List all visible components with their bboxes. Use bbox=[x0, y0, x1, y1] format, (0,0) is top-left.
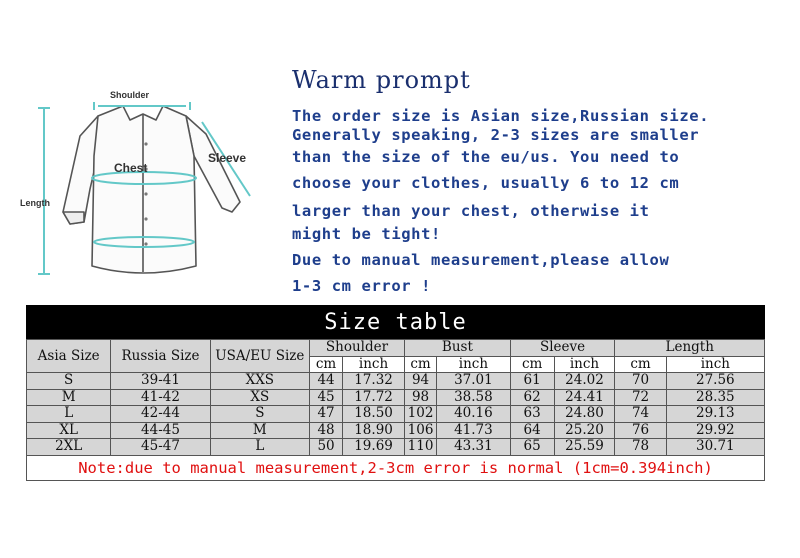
shoulder-label: Shoulder bbox=[110, 90, 150, 100]
cell-sleeve-cm: 62 bbox=[510, 389, 554, 406]
unit-inch: inch bbox=[554, 356, 615, 373]
cell-bust-inch: 43.31 bbox=[437, 439, 511, 456]
cell-length-inch: 29.92 bbox=[666, 422, 764, 439]
prompt-line: The order size is Asian size,Russian size. bbox=[292, 107, 710, 125]
cell-usa-eu-size: XXS bbox=[210, 373, 309, 390]
header-length: Length bbox=[615, 340, 765, 357]
cell-length-cm: 72 bbox=[615, 389, 666, 406]
size-grid bbox=[26, 339, 765, 456]
cell-shoulder-cm: 47 bbox=[309, 406, 342, 423]
cell-sleeve-inch: 24.80 bbox=[554, 406, 615, 423]
cell-bust-cm: 106 bbox=[405, 422, 437, 439]
cell-bust-inch: 38.58 bbox=[437, 389, 511, 406]
cell-length-cm: 76 bbox=[615, 422, 666, 439]
cell-russia-size: 41-42 bbox=[111, 389, 210, 406]
cell-bust-cm: 94 bbox=[405, 373, 437, 390]
header-russia-size: Russia Size bbox=[111, 340, 210, 373]
prompt-line: Generally speaking, 2-3 sizes are smaller bbox=[292, 126, 700, 144]
cell-length-inch: 29.13 bbox=[666, 406, 764, 423]
cell-bust-cm: 102 bbox=[405, 406, 437, 423]
cell-sleeve-cm: 64 bbox=[510, 422, 554, 439]
header-sleeve: Sleeve bbox=[510, 340, 615, 357]
cell-sleeve-cm: 65 bbox=[510, 439, 554, 456]
cell-shoulder-cm: 50 bbox=[309, 439, 342, 456]
header-shoulder: Shoulder bbox=[309, 340, 404, 357]
cell-length-inch: 27.56 bbox=[666, 373, 764, 390]
unit-inch: inch bbox=[343, 356, 405, 373]
cell-shoulder-cm: 48 bbox=[309, 422, 342, 439]
cell-length-inch: 28.35 bbox=[666, 389, 764, 406]
cell-length-cm: 70 bbox=[615, 373, 666, 390]
size-note: Note:due to manual measurement,2-3cm error is normal (1cm=0.394inch) bbox=[26, 456, 765, 481]
cell-bust-inch: 40.16 bbox=[437, 406, 511, 423]
cell-bust-inch: 41.73 bbox=[437, 422, 511, 439]
cell-sleeve-cm: 63 bbox=[510, 406, 554, 423]
table-row bbox=[27, 406, 765, 423]
cell-length-inch: 30.71 bbox=[666, 439, 764, 456]
cell-russia-size: 42-44 bbox=[111, 406, 210, 423]
cell-shoulder-inch: 17.32 bbox=[343, 373, 405, 390]
header-usa-eu-size: USA/EU Size bbox=[210, 340, 309, 373]
cell-length-cm: 78 bbox=[615, 439, 666, 456]
cell-sleeve-inch: 24.02 bbox=[554, 373, 615, 390]
prompt-title: Warm prompt bbox=[292, 66, 471, 94]
cell-sleeve-inch: 24.41 bbox=[554, 389, 615, 406]
cell-sleeve-inch: 25.20 bbox=[554, 422, 615, 439]
prompt-line: 1-3 cm error ! bbox=[292, 277, 432, 295]
cell-russia-size: 39-41 bbox=[111, 373, 210, 390]
header-asia-size: Asia Size bbox=[27, 340, 111, 373]
cell-asia-size: L bbox=[27, 406, 111, 423]
prompt-line: larger than your chest, otherwise it bbox=[292, 202, 650, 220]
chest-label: Chest bbox=[114, 161, 148, 175]
cell-usa-eu-size: XS bbox=[210, 389, 309, 406]
cell-asia-size: 2XL bbox=[27, 439, 111, 456]
cell-length-cm: 74 bbox=[615, 406, 666, 423]
prompt-line: might be tight! bbox=[292, 225, 441, 243]
unit-cm: cm bbox=[309, 356, 342, 373]
unit-inch: inch bbox=[666, 356, 764, 373]
table-row bbox=[27, 373, 765, 390]
sleeve-label: Sleeve bbox=[208, 151, 247, 165]
unit-cm: cm bbox=[615, 356, 666, 373]
cell-usa-eu-size: S bbox=[210, 406, 309, 423]
cell-sleeve-cm: 61 bbox=[510, 373, 554, 390]
cell-russia-size: 44-45 bbox=[111, 422, 210, 439]
size-table-title: Size table bbox=[26, 305, 765, 339]
unit-cm: cm bbox=[510, 356, 554, 373]
table-row bbox=[27, 422, 765, 439]
shirt-measurement-diagram bbox=[18, 84, 283, 294]
cell-shoulder-inch: 18.90 bbox=[343, 422, 405, 439]
unit-cm: cm bbox=[405, 356, 437, 373]
cell-bust-inch: 37.01 bbox=[437, 373, 511, 390]
prompt-line: choose your clothes, usually 6 to 12 cm bbox=[292, 174, 680, 192]
cell-usa-eu-size: M bbox=[210, 422, 309, 439]
table-row bbox=[27, 439, 765, 456]
header-bust: Bust bbox=[405, 340, 511, 357]
cell-sleeve-inch: 25.59 bbox=[554, 439, 615, 456]
unit-inch: inch bbox=[437, 356, 511, 373]
cell-shoulder-inch: 17.72 bbox=[343, 389, 405, 406]
cell-russia-size: 45-47 bbox=[111, 439, 210, 456]
cell-asia-size: XL bbox=[27, 422, 111, 439]
prompt-line: Due to manual measurement,please allow bbox=[292, 251, 670, 269]
table-row bbox=[27, 389, 765, 406]
cell-bust-cm: 110 bbox=[405, 439, 437, 456]
cell-asia-size: S bbox=[27, 373, 111, 390]
cell-shoulder-inch: 19.69 bbox=[343, 439, 405, 456]
length-label: Length bbox=[20, 198, 50, 208]
prompt-line: than the size of the eu/us. You need to bbox=[292, 148, 680, 166]
cell-shoulder-inch: 18.50 bbox=[343, 406, 405, 423]
cell-usa-eu-size: L bbox=[210, 439, 309, 456]
cell-shoulder-cm: 45 bbox=[309, 389, 342, 406]
cell-shoulder-cm: 44 bbox=[309, 373, 342, 390]
cell-asia-size: M bbox=[27, 389, 111, 406]
size-table bbox=[26, 305, 765, 481]
cell-bust-cm: 98 bbox=[405, 389, 437, 406]
